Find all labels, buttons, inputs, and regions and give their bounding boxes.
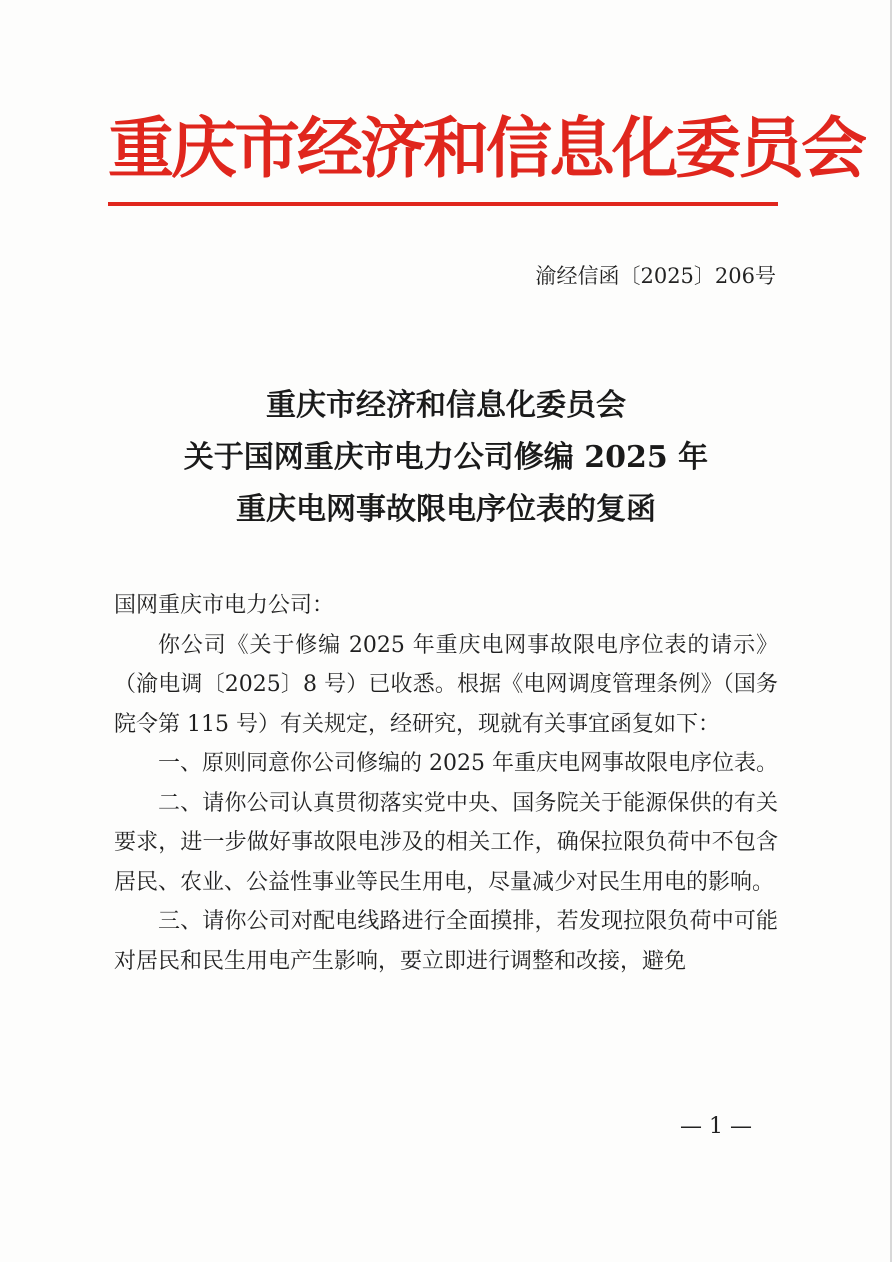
- salutation: 国网重庆市电力公司：: [114, 593, 335, 618]
- paragraph-item-1: 一、原则同意你公司修编的 2025 年重庆电网事故限电序位表。: [158, 751, 778, 776]
- title-line-2: 关于国网重庆市电力公司修编 2025 年: [183, 440, 709, 475]
- document-number: 渝经信函〔2025〕206号: [535, 264, 776, 288]
- paragraph-item-2: 二、请你公司认真贯彻落实党中央、国务院关于能源保供的有关要求，进一步做好事故限电涉及的相关工作，确保拉限负荷中不包含居民、农业、公益性事业等民生用电，尽量减少对民生用电的影响。: [114, 790, 778, 895]
- letter-body: [114, 586, 778, 981]
- paragraph-item-3: 三、请你公司对配电线路进行全面摸排，若发现拉限负荷中可能对居民和民生用电产生影响，要立即进行调整和改接，避免: [114, 909, 778, 974]
- document-title: [0, 380, 892, 536]
- red-separator-line: [108, 202, 778, 206]
- organization-header: 重庆市经济和信息化委员会: [108, 109, 864, 187]
- title-line-1: 重庆市经济和信息化委员会: [266, 388, 626, 423]
- page-number: — 1 —: [680, 1114, 752, 1139]
- title-line-3: 重庆电网事故限电序位表的复函: [236, 492, 656, 527]
- paragraph-intro: 你公司《关于修编 2025 年重庆电网事故限电序位表的请示》（渝电调〔2025〕8 号）已收悉。根据《电网调度管理条例》（国务院令第 115 号）有关规定，经研究，现就有关事宜函复如下：: [114, 632, 778, 737]
